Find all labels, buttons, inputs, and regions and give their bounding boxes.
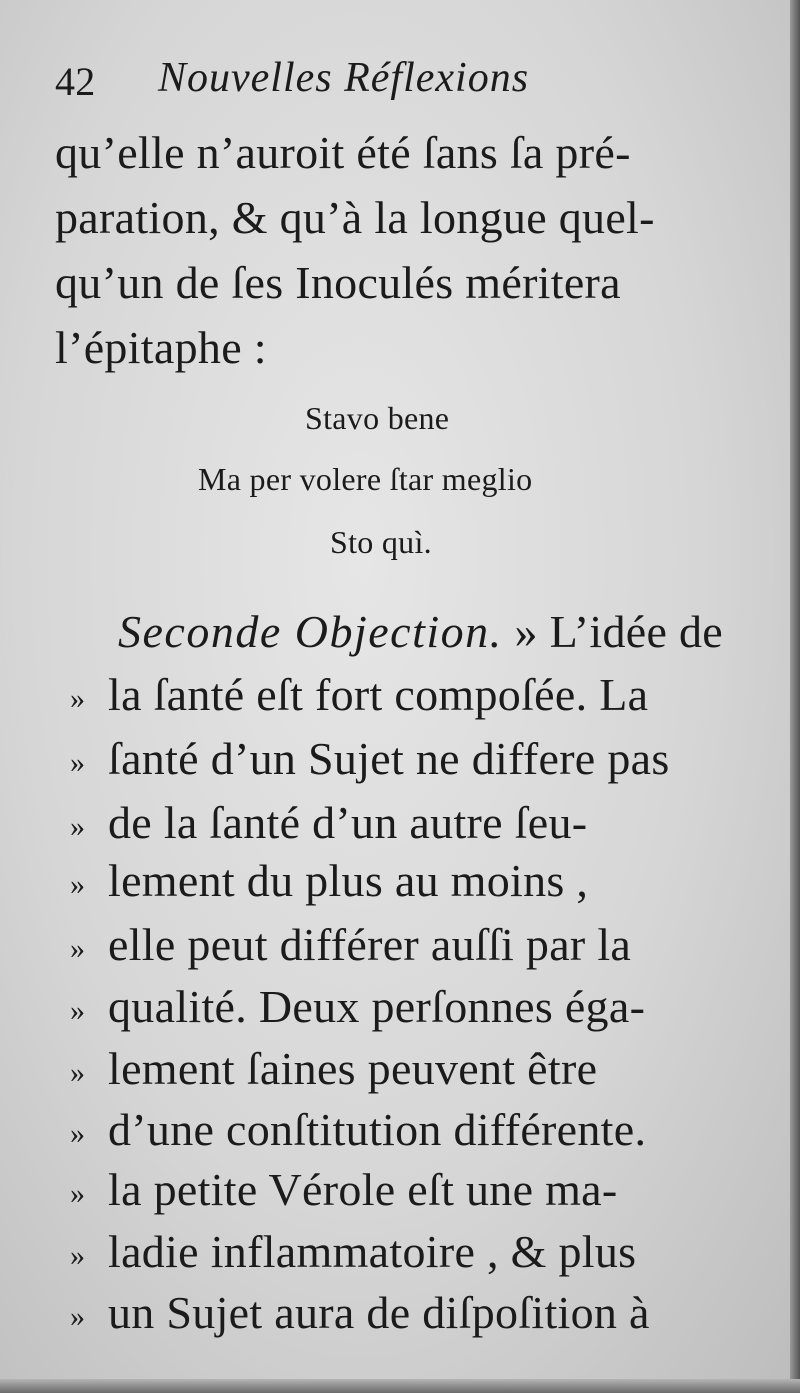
- quoted-line: [70, 1286, 650, 1339]
- objection-title: Seconde Objection.: [118, 606, 503, 657]
- quote-mark: »: [70, 1239, 86, 1273]
- epitaph-line: Sto quì.: [330, 524, 432, 560]
- text-line: qu’un de ſes Inoculés méritera: [55, 257, 621, 308]
- quote-mark: »: [70, 746, 86, 780]
- quoted-text: un Sujet aura de diſpoſition à: [108, 1287, 650, 1338]
- quote-mark: »: [70, 1056, 86, 1090]
- quoted-line: [70, 668, 648, 721]
- text-line: qu’elle n’auroit été ſans ſa pré-: [55, 127, 631, 178]
- quoted-text: lement du plus au moins ,: [108, 855, 589, 906]
- text-line: paration, & qu’à la longue quel-: [55, 192, 655, 243]
- quote-mark: »: [70, 1177, 86, 1211]
- quote-mark: »: [70, 1117, 86, 1151]
- running-title: Nouvelles Réflexions: [158, 55, 530, 101]
- quoted-text: ladie inflammatoire , & plus: [108, 1226, 637, 1277]
- quoted-text: de la ſanté d’un autre ſeu-: [108, 797, 588, 848]
- objection-heading-line: [118, 605, 723, 658]
- quoted-line: [70, 1103, 646, 1156]
- quoted-text: ſanté d’un Sujet ne differe pas: [108, 733, 670, 784]
- quoted-text: la petite Vérole eſt une ma-: [108, 1164, 618, 1215]
- page-number: 42: [55, 59, 96, 104]
- objection-first-line: L’idée de: [549, 606, 724, 657]
- quoted-line: [70, 1042, 597, 1095]
- quote-mark: »: [514, 606, 538, 657]
- quoted-line: [70, 980, 645, 1033]
- quote-mark: »: [70, 932, 86, 966]
- quoted-line: [70, 1163, 618, 1216]
- quote-mark: »: [70, 994, 86, 1028]
- quoted-line: [70, 854, 588, 907]
- quoted-line: [70, 732, 670, 785]
- quoted-text: qualité. Deux perſonnes éga-: [108, 981, 646, 1032]
- quoted-line: [70, 1225, 636, 1278]
- quoted-text: elle peut différer auſſi par la: [108, 919, 632, 970]
- quote-mark: »: [70, 682, 86, 716]
- quoted-text: la ſanté eſt fort compoſée. La: [108, 669, 649, 720]
- page-edge-shadow: [790, 0, 800, 1393]
- quote-mark: »: [70, 868, 86, 902]
- quoted-text: lement ſaines peuvent être: [108, 1043, 598, 1094]
- quote-mark: »: [70, 1300, 86, 1334]
- quoted-text: d’une conſtitution différente.: [108, 1104, 647, 1155]
- epitaph-line: Ma per volere ſtar meglio: [198, 461, 533, 497]
- text-line: l’épitaphe :: [55, 322, 267, 373]
- epitaph-line: Stavo bene: [305, 400, 450, 436]
- quoted-line: [70, 796, 587, 849]
- quoted-line: [70, 918, 631, 971]
- page-bottom-shadow: [0, 1379, 800, 1393]
- quote-mark: »: [70, 810, 86, 844]
